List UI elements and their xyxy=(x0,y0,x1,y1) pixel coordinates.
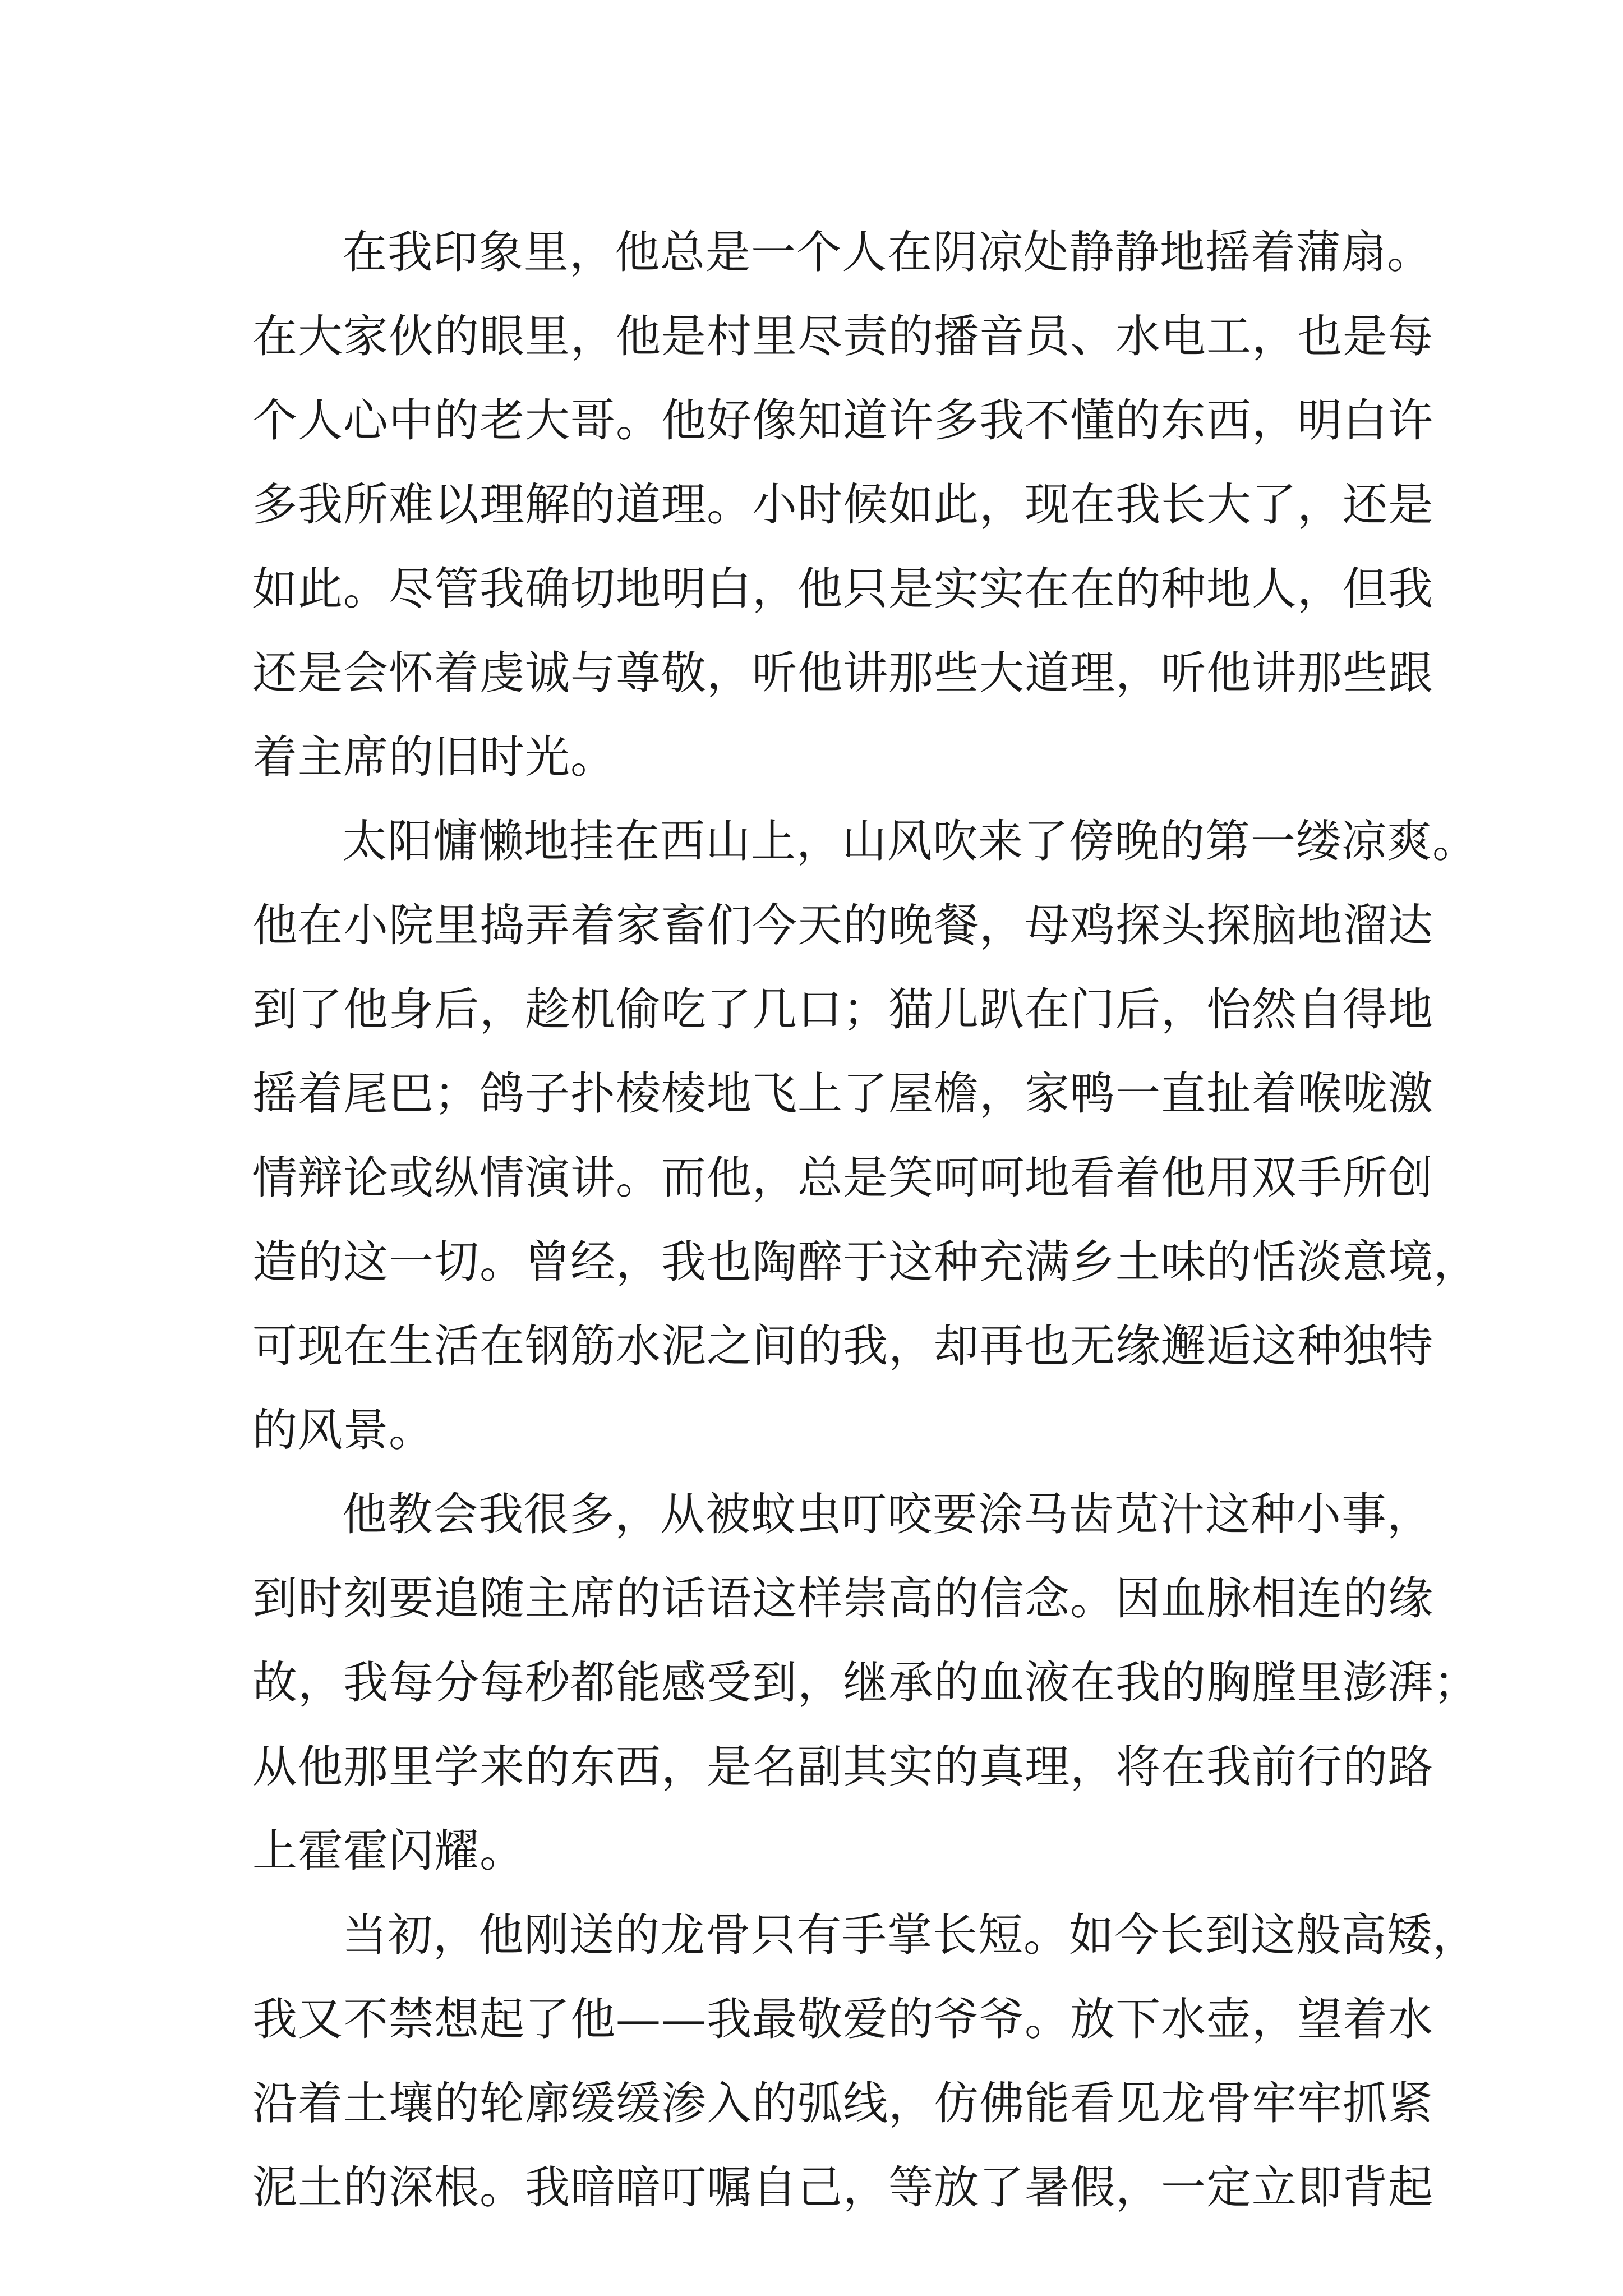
paragraph-line: 他在小院里捣弄着家畜们今天的晚餐，母鸡探头探脑地溜达 xyxy=(252,899,1433,951)
paragraph-line: 上霍霍闪耀。 xyxy=(252,1825,525,1877)
paragraph-line: 在我印象里，他总是一个人在阴凉处静静地摇着蒲扇。 xyxy=(342,226,1432,278)
paragraph-line: 摇着尾巴；鸽子扑棱棱地飞上了屋檐，家鸭一直扯着喉咙激 xyxy=(252,1068,1433,1120)
paragraph-line: 当初，他刚送的龙骨只有手掌长短。如今长到这般高矮， xyxy=(342,1909,1478,1961)
paragraph-line: 造的这一切。曾经，我也陶醉于这种充满乡土味的恬淡意境， xyxy=(252,1236,1479,1288)
paragraph-line: 他教会我很多，从被蚊虫叮咬要涂马齿苋汁这种小事， xyxy=(342,1488,1432,1540)
paragraph-line: 我又不禁想起了他——我最敬爱的爷爷。放下水壶，望着水 xyxy=(252,1993,1433,2045)
paragraph-line: 故，我每分每秒都能感受到，继承的血液在我的胸膛里澎湃； xyxy=(252,1657,1479,1709)
paragraph-line: 的风景。 xyxy=(252,1404,434,1456)
body-text xyxy=(252,210,1479,2230)
paragraph-3 xyxy=(252,1473,1479,1893)
paragraph-line: 情辩论或纵情演讲。而他，总是笑呵呵地看着他用双手所创 xyxy=(252,1152,1433,1204)
paragraph-line: 在大家伙的眼里，他是村里尽责的播音员、水电工，也是每 xyxy=(252,310,1433,362)
paragraph-1 xyxy=(252,210,1433,799)
paragraph-line: 到时刻要追随主席的话语这样崇高的信念。因血脉相连的缘 xyxy=(252,1572,1433,1625)
paragraph-line: 到了他身后，趁机偷吃了几口；猫儿趴在门后，怡然自得地 xyxy=(252,983,1433,1036)
paragraph-2 xyxy=(252,799,1479,1473)
paragraph-line: 可现在生活在钢筋水泥之间的我，却再也无缘邂逅这种独特 xyxy=(252,1320,1433,1372)
paragraph-line: 还是会怀着虔诚与尊敬，听他讲那些大道理，听他讲那些跟 xyxy=(252,647,1433,699)
paragraph-line: 多我所难以理解的道理。小时候如此，现在我长大了，还是 xyxy=(252,478,1433,531)
paragraph-line: 着主席的旧时光。 xyxy=(252,731,616,783)
paragraph-line: 泥土的深根。我暗暗叮嘱自己，等放了暑假，一定立即背起 xyxy=(252,2161,1433,2214)
paragraph-line: 从他那里学来的东西，是名副其实的真理，将在我前行的路 xyxy=(252,1741,1433,1793)
paragraph-line: 如此。尽管我确切地明白，他只是实实在在的种地人，但我 xyxy=(252,563,1433,615)
paragraph-line: 沿着土壤的轮廓缓缓渗入的弧线，仿佛能看见龙骨牢牢抓紧 xyxy=(252,2077,1433,2129)
paragraph-line: 个人心中的老大哥。他好像知道许多我不懂的东西，明白许 xyxy=(252,394,1433,447)
paragraph-line: 太阳慵懒地挂在西山上，山风吹来了傍晚的第一缕凉爽。 xyxy=(342,815,1478,867)
paragraph-4 xyxy=(252,1893,1478,2230)
